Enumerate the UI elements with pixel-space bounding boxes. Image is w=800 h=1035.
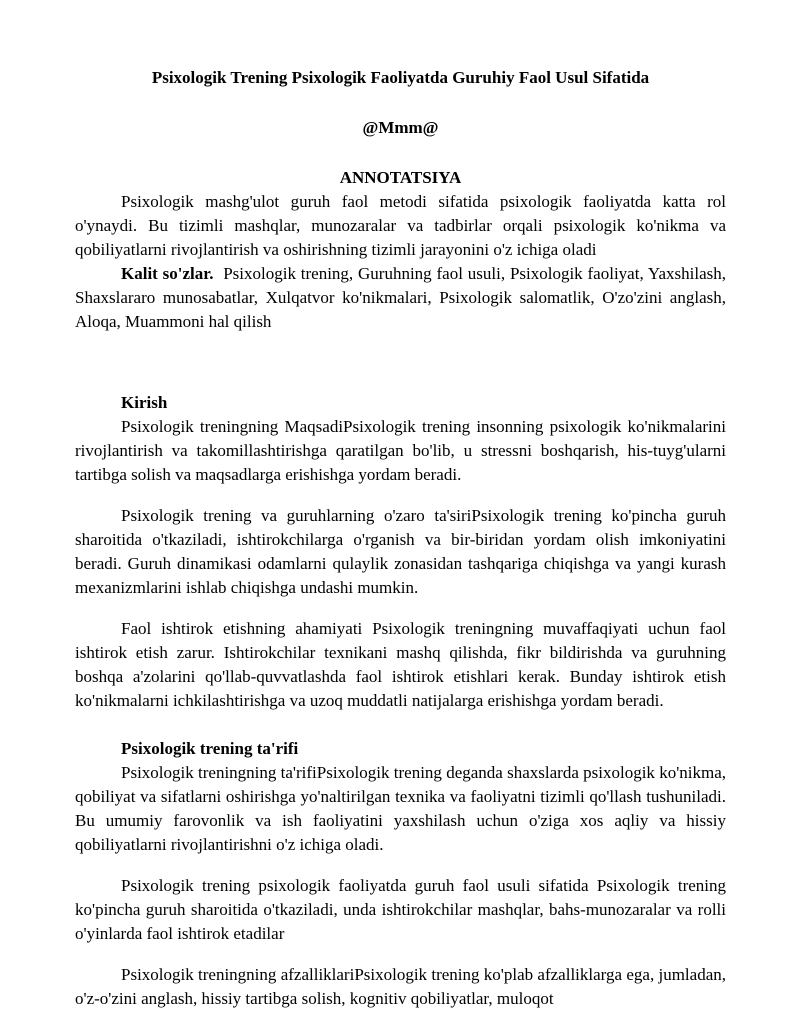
paragraph: Psixologik trening psixologik faoliyatda guruh faol usuli sifatida Psixologik trening ko'pincha guruh sharoitida o'tkaziladi, unda ishtirokchilar mashqlar, bahs-munozaralar va rolli o'yinlarda faol ishtirok etadilar [75, 876, 726, 943]
document-title: Psixologik Trening Psixologik Faoliyatda Guruhiy Faol Usul Sifatida [151, 68, 650, 87]
section-heading-kirish: Kirish [121, 393, 168, 412]
section-heading-definition: Psixologik trening ta'rifi [121, 739, 299, 758]
paragraph: Faol ishtirok etishning ahamiyati Psixologik treningning muvaffaqiyati uchun faol ishtirok etish zarur. Ishtirokchilar texnikani mashq qilishda, fikr bildirishda va guruhning boshqa a'zolarini qo'llab-quvvatlashda faol ishtirok etishlari kerak. Bunday ishtirok etish ko'nikmalarni ichkilashtirishga va uzoq muddatli natijalarga erishishga yordam beradi. [75, 619, 726, 710]
annotation-heading: ANNOTATSIYA [339, 168, 462, 187]
keywords-label: Kalit so'zlar. [121, 264, 214, 283]
keywords-text: Psixologik trening, Guruhning faol usuli, Psixologik faoliyat, Yaxshilash, Shaxslararo munosabatlar, Xulqatvor ko'nikmalari, Psixologik salomatlik, O'zo'zini anglash, Aloqa, Muammoni hal qilish [75, 264, 726, 331]
paragraph: Psixologik treningning MaqsadiPsixologik trening insonning psixologik ko'nikmalarini rivojlantirish va takomillashtirishga qaratilgan bo'lib, u stressni boshqarish, his-tuyg'ularni tartibga solish va maqsadlarga erishishga yordam beradi. [75, 417, 726, 484]
document-page [75, 66, 726, 1011]
paragraph: Psixologik trening va guruhlarning o'zaro ta'siriPsixologik trening ko'pincha guruh sharoitida o'tkaziladi, ishtirokchilarga o'rganish va bir-biridan yordam olish imkoniyatini beradi. Guruh dinamikasi odamlarni qulaylik zonasidan tashqariga chiqishga va yangi kurash mexanizmlarini ishlab chiqishga undashi mumkin. [75, 506, 726, 597]
paragraph: Psixologik treningning afzalliklariPsixologik trening ko'plab afzalliklarga ega, jumladan, o'z-o'zini anglash, hissiy tartibga solish, kognitiv qobiliyatlar, muloqot [75, 965, 726, 1008]
document-author: @Mmm@ [362, 118, 439, 137]
keywords-paragraph [75, 262, 726, 334]
annotation-paragraph: Psixologik mashg'ulot guruh faol metodi sifatida psixologik faoliyatda katta rol o'ynaydi. Bu tizimli mashqlar, munozaralar va tadbirlar orqali psixologik ko'nikma va qobiliyatlarni rivojlantirish va oshirishning tizimli jarayonini o'z ichiga oladi [75, 192, 726, 259]
paragraph: Psixologik treningning ta'rifiPsixologik trening deganda shaxslarda psixologik ko'nikma, qobiliyat va sifatlarni oshirishga yo'naltirilgan texnika va faoliyatni tizimli qo'llash tushuniladi. Bu umumiy farovonlik va ish faoliyatini yaxshilash uchun o'ziga xos aqliy va hissiy qobiliyatlarni rivojlantirishni o'z ichiga oladi. [75, 763, 726, 854]
